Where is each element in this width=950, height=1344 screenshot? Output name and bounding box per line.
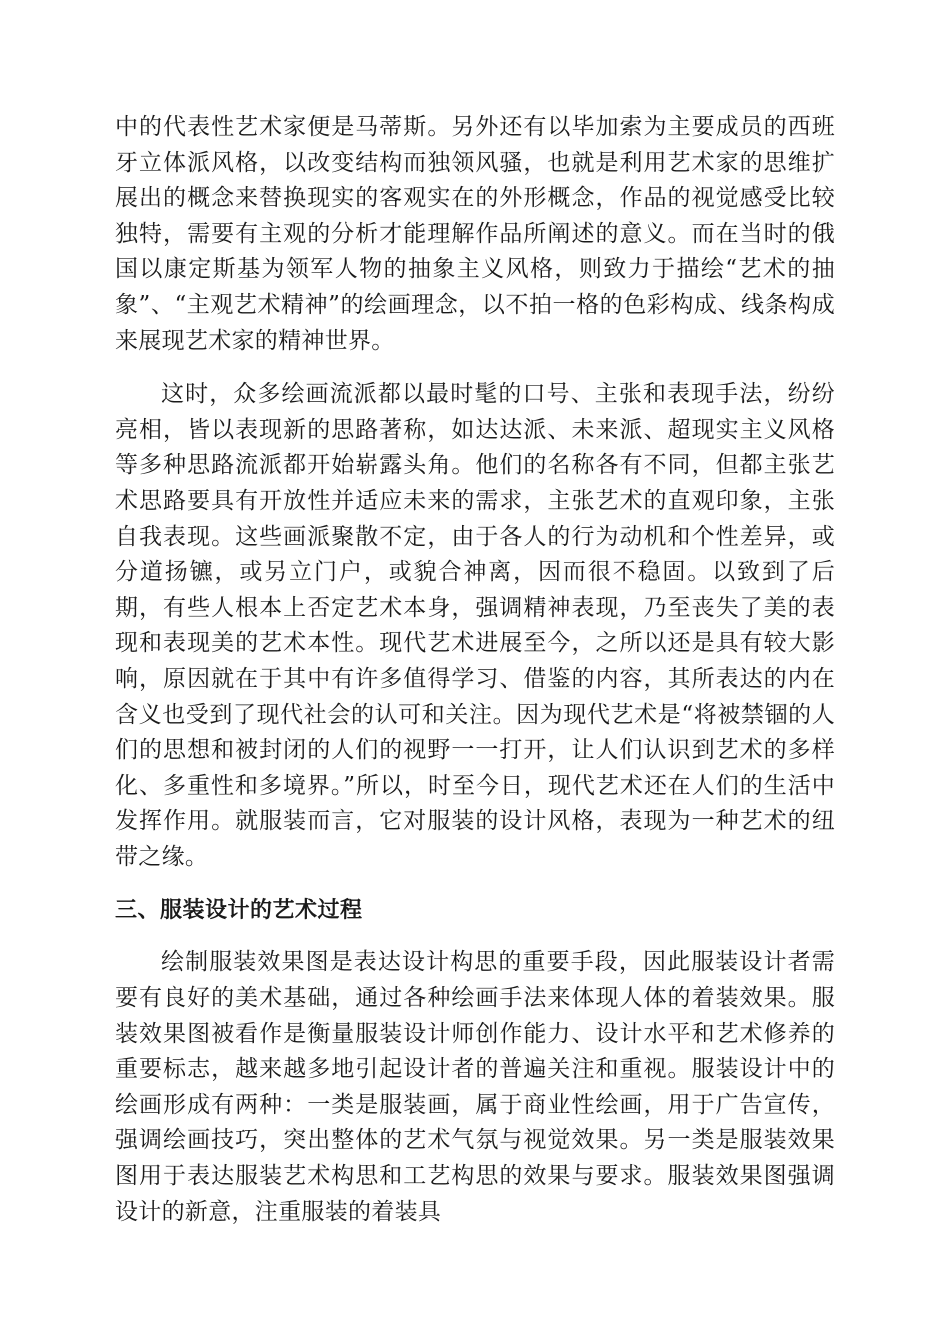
section-heading: 三、服装设计的艺术过程 <box>115 898 363 924</box>
paragraph-fashion-illustration: 绘制服装效果图是表达设计构思的重要手段，因此服装设计者需要有良好的美术基础，通过各种绘画手法来体现人体的着装效果。服装效果图被看作是衡量服装设计师创作能力、设计水平和艺术修养的重要标志，越来越多地引起设计者的普遍关注和重视。服装设计中的绘画形成有两种：一类是服装画，属于商业性绘画，用于广告宣传，强调绘画技巧，突出整体的艺术气氛与视觉效果。另一类是服装效果图用于表达服装艺术构思和工艺构思的效果与要求。服装效果图强调设计的新意，注重服装的着装具 <box>115 949 835 1225</box>
paragraph-continuation: 中的代表性艺术家便是马蒂斯。另外还有以毕加索为主要成员的西班牙立体派风格，以改变结构而独领风骚，也就是利用艺术家的思维扩展出的概念来替换现实的客观实在的外形概念，作品的视觉感受比较独特，需要有主观的分析才能理解作品所阐述的意义。而在当时的俄国以康定斯基为领军人物的抽象主义风格，则致力于描绘“艺术的抽象”、“主观艺术精神”的绘画理念，以不拍一格的色彩构成、线条构成来展现艺术家的精神世界。 <box>115 114 835 354</box>
document-page <box>115 110 835 1230</box>
paragraph-modern-art-schools: 这时，众多绘画流派都以最时髦的口号、主张和表现手法，纷纷亮相，皆以表现新的思路著称，如达达派、未来派、超现实主义风格等多种思路流派都开始崭露头角。他们的名称各有不同，但都主张艺术思路要具有开放性并适应未来的需求，主张艺术的直观印象，主张自我表现。这些画派聚散不定，由于各人的行为动机和个性差异，或分道扬镳，或另立门户，或貌合神离，因而很不稳固。以致到了后期，有些人根本上否定艺术本身，强调精神表现，乃至丧失了美的表现和表现美的艺术本性。现代艺术进展至今，之所以还是具有较大影响，原因就在于其中有许多值得学习、借鉴的内容，其所表达的内在含义也受到了现代社会的认可和关注。因为现代艺术是“将被禁锢的人们的思想和被封闭的人们的视野一一打开，让人们认识到艺术的多样化、多重性和多境界。”所以，时至今日，现代艺术还在人们的生活中发挥作用。就服装而言，它对服装的设计风格，表现为一种艺术的纽带之缘。 <box>115 381 835 870</box>
